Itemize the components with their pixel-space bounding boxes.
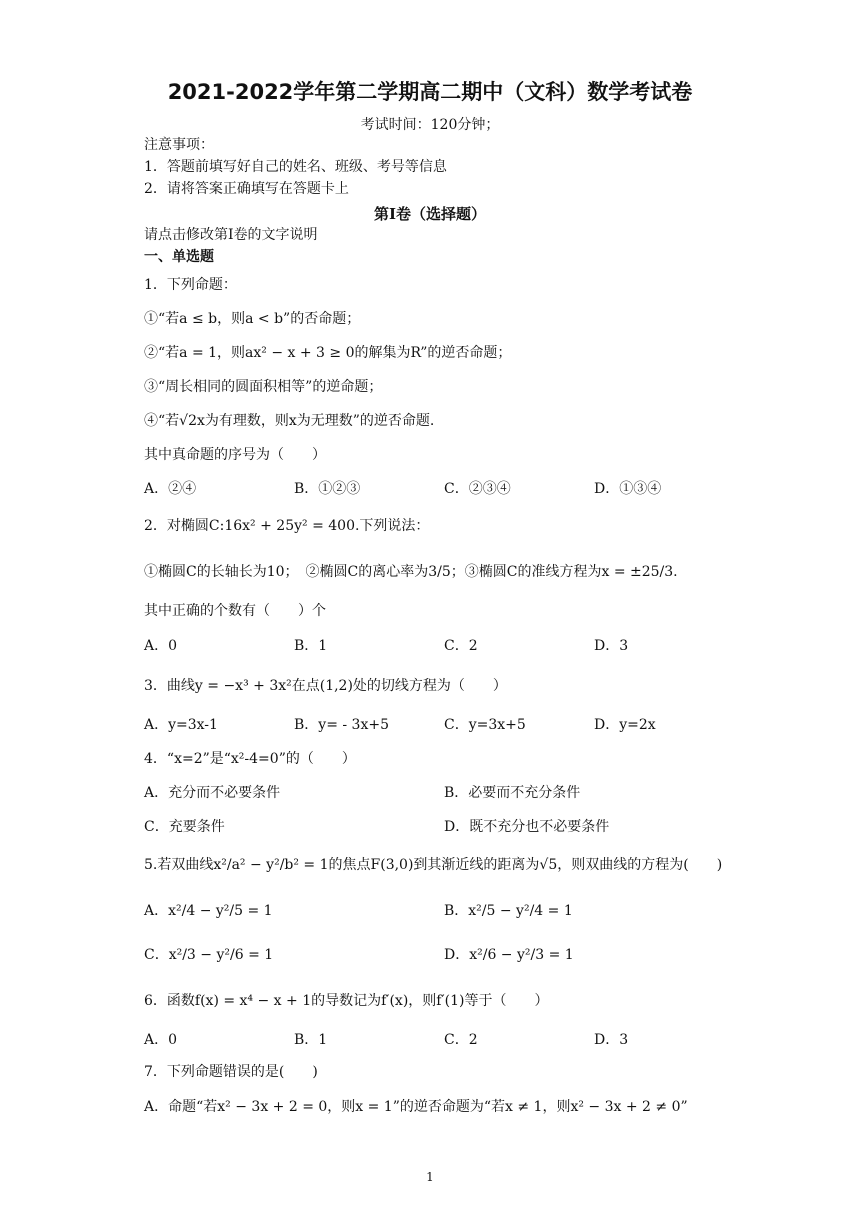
q1-option-a: A．②④ — [144, 481, 197, 497]
q7-stem: 7．下列命题错误的是( ) — [144, 1064, 318, 1080]
q2-question: 其中正确的个数有（ ）个 — [144, 603, 326, 619]
page-number: 1 — [426, 1170, 434, 1184]
q1-item-1: ①“若a ≤ b，则a < b”的否命题； — [144, 311, 361, 327]
q4-option-a: A．充分而不必要条件 — [144, 785, 281, 801]
q4-stem: 4．“x=2”是“x²-4=0”的（ ） — [144, 751, 356, 767]
notice-item-2: 2．请将答案正确填写在答题卡上 — [144, 181, 349, 197]
exam-title: 2021-2022学年第二学期高二期中（文科）数学考试卷 — [167, 80, 693, 104]
q1-item-4: ④“若√2x为有理数，则x为无理数”的逆否命题. — [144, 413, 435, 429]
notice-item-1: 1．答题前填写好自己的姓名、班级、考号等信息 — [144, 159, 447, 175]
q1-item-3: ③“周长相同的圆面积相等”的逆命题； — [144, 379, 383, 395]
q1-option-d: D．①③④ — [594, 481, 662, 497]
q5-option-d: D．x²/6 − y²/3 = 1 — [444, 947, 574, 963]
q1-item-2: ②“若a = 1，则ax² − x + 3 ≥ 0的解集为R”的逆否命题； — [144, 345, 512, 361]
q3-stem: 3．曲线y = −x³ + 3x²在点(1,2)处的切线方程为（ ） — [144, 678, 507, 694]
q3-option-d: D．y=2x — [594, 717, 656, 733]
q2-items: ①椭圆C的长轴长为10； ②椭圆C的离心率为3/5；③椭圆C的准线方程为x = ±25/3. — [144, 564, 678, 580]
notice-heading: 注意事项： — [144, 137, 214, 153]
q1-question: 其中真命题的序号为（ ） — [144, 447, 326, 463]
q2-option-c: C．2 — [444, 638, 478, 654]
q5-option-c: C．x²/3 − y²/6 = 1 — [144, 947, 274, 963]
q1-stem: 1．下列命题： — [144, 277, 237, 293]
q4-option-c: C．充要条件 — [144, 819, 225, 835]
q4-option-b: B．必要而不充分条件 — [444, 785, 581, 801]
q5-option-b: B．x²/5 − y²/4 = 1 — [444, 903, 573, 919]
q6-option-c: C．2 — [444, 1032, 478, 1048]
q1-option-c: C．②③④ — [444, 481, 511, 497]
q6-option-a: A．0 — [144, 1032, 178, 1048]
q7-option-a: A．命题“若x² − 3x + 2 = 0，则x = 1”的逆否命题为“若x ≠ 1，则x² − 3x + 2 ≠ 0” — [144, 1099, 688, 1115]
section1-heading: 一、单选题 — [144, 249, 214, 265]
part1-heading: 第I卷（选择题） — [373, 205, 487, 223]
q4-option-d: D．既不充分也不必要条件 — [444, 819, 610, 835]
q3-option-c: C．y=3x+5 — [444, 717, 526, 733]
q2-option-a: A．0 — [144, 638, 178, 654]
q3-option-b: B．y= - 3x+5 — [294, 717, 389, 733]
q3-option-a: A．y=3x-1 — [144, 717, 218, 733]
q2-stem: 2．对椭圆C:16x² + 25y² = 400.下列说法： — [144, 518, 430, 534]
q6-option-d: D．3 — [594, 1032, 629, 1048]
q2-option-d: D．3 — [594, 638, 629, 654]
exam-time: 考试时间：120分钟； — [360, 117, 500, 133]
q6-option-b: B．1 — [294, 1032, 328, 1048]
q2-option-b: B．1 — [294, 638, 328, 654]
q1-option-b: B．①②③ — [294, 481, 361, 497]
q6-stem: 6．函数f(x) = x⁴ − x + 1的导数记为f′(x)，则f′(1)等于（ ） — [144, 993, 549, 1009]
part1-instruction: 请点击修改第I卷的文字说明 — [144, 227, 318, 243]
q5-stem: 5.若双曲线x²/a² − y²/b² = 1的焦点F(3,0)到其渐近线的距离为√5，则双曲线的方程为( ) — [144, 857, 723, 873]
q5-option-a: A．x²/4 − y²/5 = 1 — [144, 903, 273, 919]
